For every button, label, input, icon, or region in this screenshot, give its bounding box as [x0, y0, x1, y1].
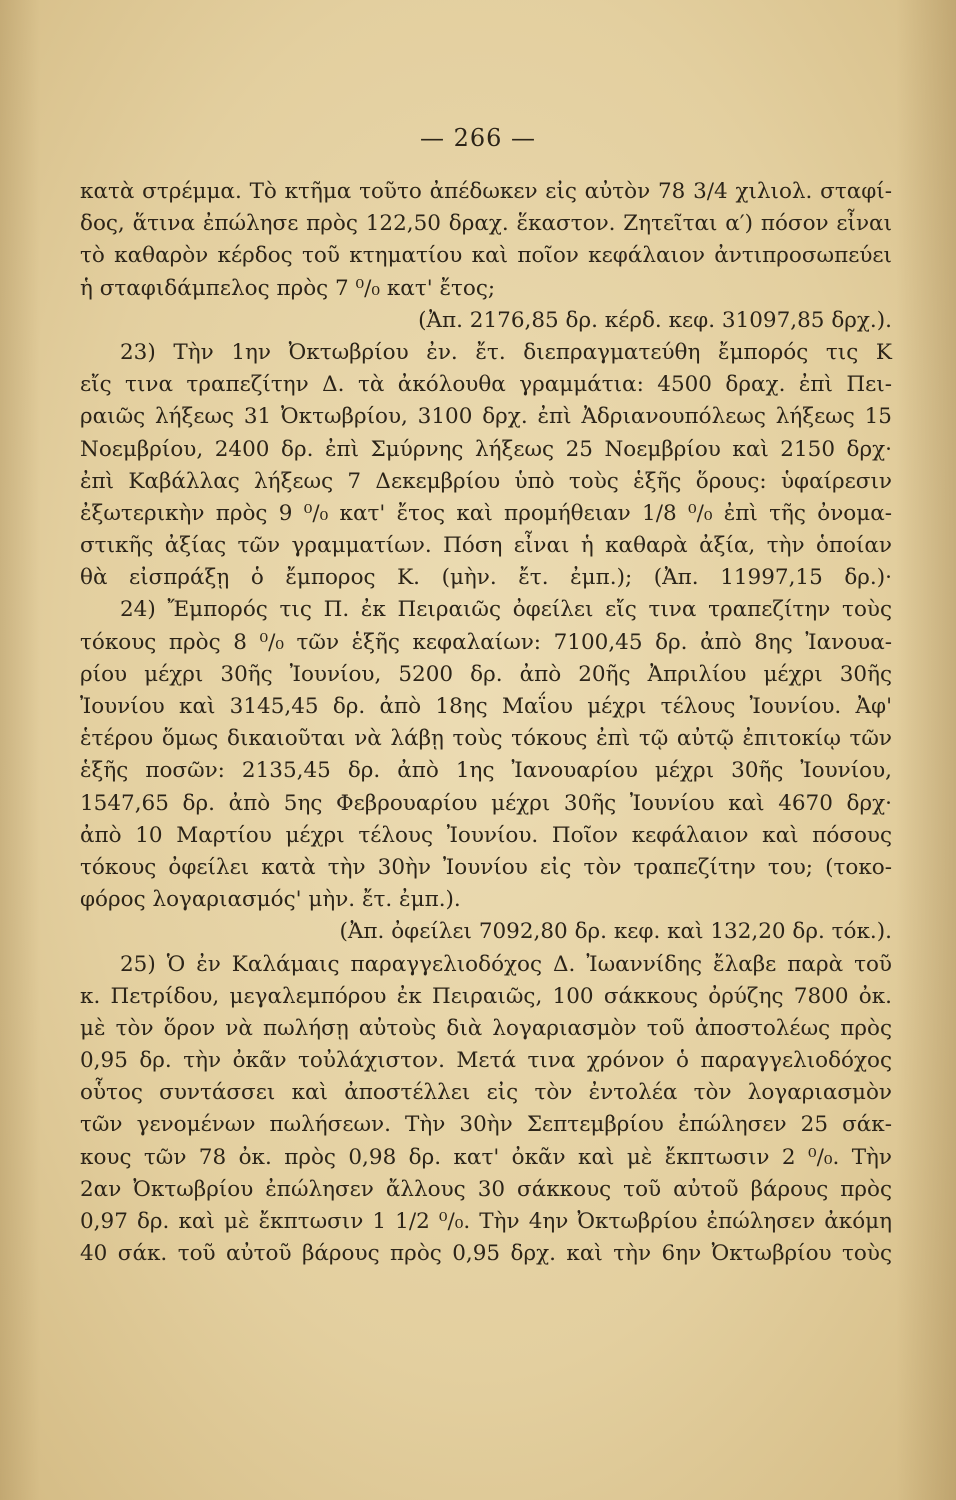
text-line: 0,95 δρ. τὴν ὀκᾶν τοὐλάχιστον. Μετά τινα χρόνον ὁ παραγγελιοδόχος — [80, 1048, 892, 1074]
text-line: ἐξωτερικὴν πρὸς 9 ⁰/₀ κατ' ἔτος καὶ προμήθειαν 1/8 ⁰/₀ ἐπὶ τῆς ὀνομα- — [80, 500, 892, 526]
text-line: ραιῶς λήξεως 31 Ὀκτωβρίου, 3100 δρχ. ἐπὶ Ἀδριανουπόλεως λήξεως 15 — [80, 404, 892, 430]
text-line: κ. Πετρίδου, μεγαλεμπόρου ἐκ Πειραιῶς, 100 σάκκους ὀρύζης 7800 ὀκ. — [80, 983, 892, 1009]
text-line: στικῆς ἀξίας τῶν γραμματίων. Πόση εἶναι ἡ καθαρὰ ἀξία, τὴν ὁποίαν — [80, 533, 892, 559]
answer-line: (Ἀπ. ὀφείλει 7092,80 δρ. κεφ. καὶ 132,20 δρ. τόκ.). — [339, 919, 892, 945]
text-line: 40 σάκ. τοῦ αὐτοῦ βάρους πρὸς 0,95 δρχ. καὶ τὴν 6ην Ὀκτωβρίου τοὺς — [80, 1241, 892, 1267]
page-edge-shadow-left — [0, 0, 40, 1500]
page-edge-shadow-right — [896, 0, 956, 1500]
text-line: ρίου μέχρι 30ῆς Ἰουνίου, 5200 δρ. ἀπὸ 20ῆς Ἀπριλίου μέχρι 30ῆς — [80, 661, 892, 687]
text-line: τὸ καθαρὸν κέρδος τοῦ κτηματίου καὶ ποῖον κεφάλαιον ἀντιπροσωπεύει — [80, 243, 892, 269]
text-line: τόκους πρὸς 8 ⁰/₀ τῶν ἑξῆς κεφαλαίων: 7100,45 δρ. ἀπὸ 8ης Ἰανουα- — [80, 629, 892, 655]
text-line: ἐπὶ Καβάλλας λήξεως 7 Δεκεμβρίου ὑπὸ τοὺς ἑξῆς ὅρους: ὑφαίρεσιν — [80, 468, 892, 494]
text-line: ἀπὸ 10 Μαρτίου μέχρι τέλους Ἰουνίου. Ποῖον κεφάλαιον καὶ πόσους — [80, 822, 892, 848]
text-line: κους τῶν 78 ὀκ. πρὸς 0,98 δρ. κατ' ὀκᾶν καὶ μὲ ἔκπτωσιν 2 ⁰/₀. Τὴν — [80, 1144, 892, 1170]
text-line: 0,97 δρ. καὶ μὲ ἔκπτωσιν 1 1/2 ⁰/₀. Τὴν 4ην Ὀκτωβρίου ἐπώλησεν ἀκόμη — [80, 1209, 892, 1234]
page-number: — 266 — — [419, 124, 537, 152]
text-line: τόκους ὀφείλει κατὰ τὴν 30ὴν Ἰουνίου εἰς τὸν τραπεζίτην του; (τοκο- — [80, 854, 892, 880]
text-line: 2αν Ὀκτωβρίου ἐπώλησεν ἄλλους 30 σάκκους τοῦ αὐτοῦ βάρους πρὸς — [80, 1176, 892, 1202]
text-line: εἴς τινα τραπεζίτην Δ. τὰ ἀκόλουθα γραμμάτια: 4500 δραχ. ἐπὶ Πει- — [80, 372, 892, 398]
text-line: φόρος λογαριασμός' μὴν. ἔτ. ἐμπ.). — [80, 887, 461, 913]
text-line: Ἰουνίου καὶ 3145,45 δρ. ἀπὸ 18ης Μαΐου μέχρι τέλους Ἰουνίου. Ἀφ' — [80, 694, 892, 719]
text-line: ἡ σταφιδάμπελος πρὸς 7 ⁰/₀ κατ' ἔτος; — [80, 275, 496, 301]
text-line: ἑτέρου ὅμως δικαιοῦται νὰ λάβῃ τοὺς τόκους ἐπὶ τῷ αὐτῷ ἐπιτοκίῳ τῶν — [80, 726, 892, 752]
problem-start-line: 23) Τὴν 1ην Ὀκτωβρίου ἐν. ἔτ. διεπραγματεύθη ἔμπορός τις Κ — [120, 339, 892, 365]
text-line: τῶν γενομένων πωλήσεων. Τὴν 30ὴν Σεπτεμβρίου ἐπώλησεν 25 σάκ- — [80, 1112, 892, 1138]
text-line: 1547,65 δρ. ἀπὸ 5ης Φεβρουαρίου μέχρι 30ῆς Ἰουνίου καὶ 4670 δρχ· — [80, 790, 892, 816]
text-line: δος, ἅτινα ἐπώλησε πρὸς 122,50 δραχ. ἕκαστον. Ζητεῖται α′) πόσον εἶναι — [80, 211, 892, 237]
text-line: οὗτος συντάσσει καὶ ἀποστέλλει εἰς τὸν ἐντολέα τὸν λογαριασμὸν — [80, 1080, 892, 1106]
answer-line: (Ἀπ. 2176,85 δρ. κέρδ. κεφ. 31097,85 δρχ.). — [418, 307, 892, 333]
text-line: κατὰ στρέμμα. Τὸ κτῆμα τοῦτο ἀπέδωκεν εἰς αὐτὸν 78 3/4 χιλιολ. σταφί- — [80, 179, 892, 204]
problem-start-line: 24) Ἔμπορός τις Π. ἐκ Πειραιῶς ὀφείλει εἴς τινα τραπεζίτην τοὺς — [120, 597, 892, 623]
text-line: Νοεμβρίου, 2400 δρ. ἐπὶ Σμύρνης λήξεως 25 Νοεμβρίου καὶ 2150 δρχ· — [80, 436, 892, 462]
text-line: μὲ τὸν ὅρον νὰ πωλήσῃ αὐτοὺς διὰ λογαριασμὸν τοῦ ἀποστολέως πρὸς — [80, 1015, 892, 1041]
text-line: θὰ εἰσπράξῃ ὁ ἔμπορος Κ. (μὴν. ἔτ. ἐμπ.); (Ἀπ. 11997,15 δρ.)· — [80, 565, 892, 591]
body-text — [80, 176, 892, 1270]
problem-start-line: 25) Ὁ ἐν Καλάμαις παραγγελιοδόχος Δ. Ἰωαννίδης ἔλαβε παρὰ τοῦ — [120, 951, 892, 977]
text-line: ἑξῆς ποσῶν: 2135,45 δρ. ἀπὸ 1ης Ἰανουαρίου μέχρι 30ῆς Ἰουνίου, — [80, 758, 892, 784]
